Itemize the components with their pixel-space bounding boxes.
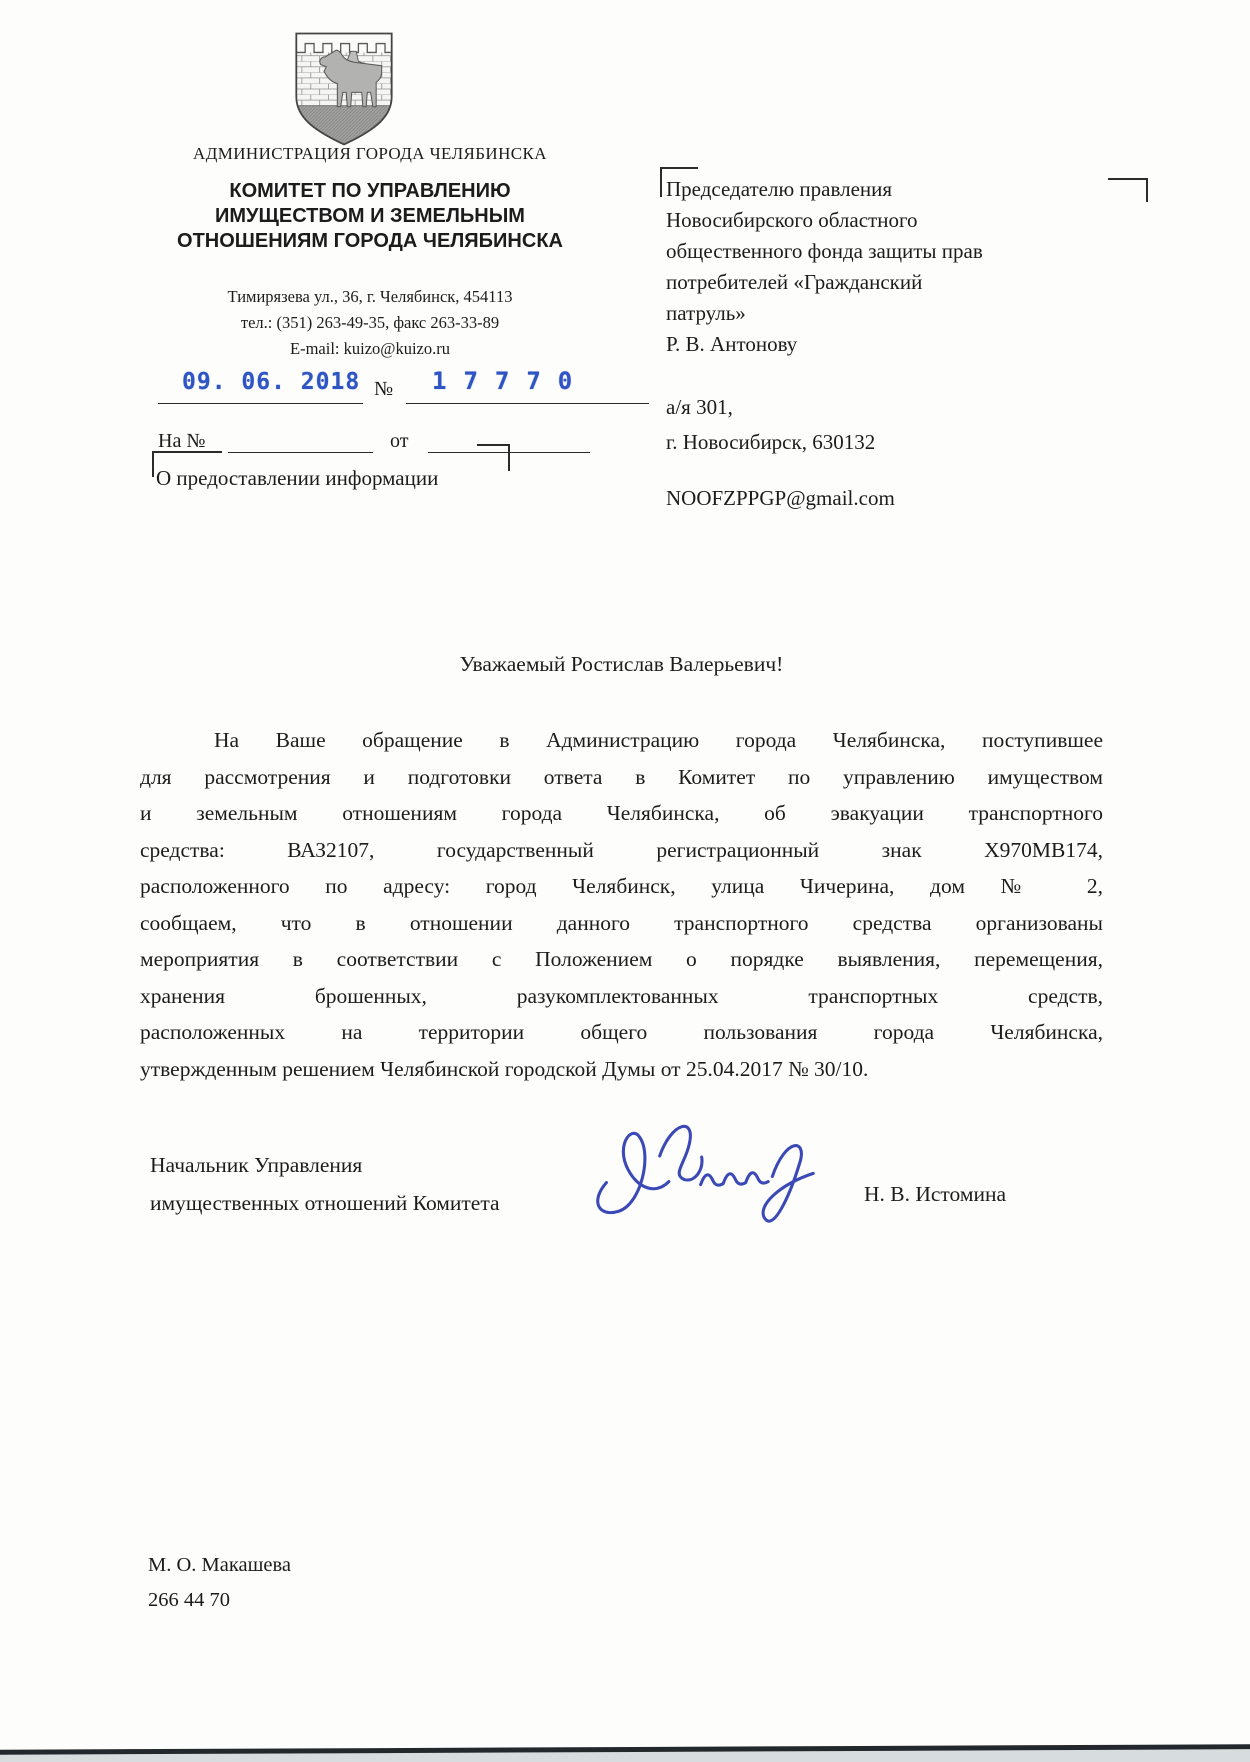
signer-position-line1: Начальник Управления bbox=[150, 1153, 363, 1177]
recipient-line: общественного фонда защиты прав bbox=[666, 239, 983, 263]
salutation: Уважаемый Ростислав Валерьевич! bbox=[459, 652, 784, 676]
recipient-address-line: а/я 301, bbox=[666, 395, 733, 419]
administration-title: АДМИНИСТРАЦИЯ ГОРОДА ЧЕЛЯБИНСКА bbox=[193, 144, 547, 163]
handwritten-signature bbox=[588, 1108, 844, 1248]
recipient-line: патруль» bbox=[666, 301, 746, 325]
committee-title-line: ИМУЩЕСТВОМ И ЗЕМЕЛЬНЫМ bbox=[215, 205, 525, 227]
recipient-address bbox=[666, 390, 1086, 460]
executor-block bbox=[148, 1548, 291, 1618]
chelyabinsk-emblem-icon bbox=[287, 28, 401, 150]
signer-position-line2: имущественных отношений Комитета bbox=[150, 1191, 500, 1215]
recipient-corner-mark-right bbox=[1108, 178, 1148, 202]
number-label: № bbox=[374, 378, 394, 400]
recipient-line: Новосибирского областного bbox=[666, 208, 918, 232]
body-line: для рассмотрения и подготовки ответа в Комитет по управлению имуществом bbox=[140, 764, 1103, 789]
recipient-address-line: г. Новосибирск, 630132 bbox=[666, 430, 876, 454]
executor-name: М. О. Макашева bbox=[148, 1554, 291, 1576]
recipient-block bbox=[666, 174, 1086, 360]
ref-number-underline bbox=[228, 452, 373, 453]
letterhead-contacts bbox=[130, 284, 610, 362]
ref-from-label: от bbox=[390, 430, 409, 452]
committee-title bbox=[130, 179, 610, 254]
date-underline bbox=[158, 403, 363, 404]
body-line: утвержденным решением Челябинской городской Думы от 25.04.2017 № 30/10. bbox=[140, 1056, 869, 1081]
number-stamp: 17770 bbox=[432, 367, 590, 395]
ref-number-label: На № bbox=[158, 430, 206, 452]
subject-corner-mark-right bbox=[477, 444, 510, 471]
recipient-line: Р. В. Антонову bbox=[666, 332, 798, 356]
body-line: расположенных на территории общего пользования города Челябинска, bbox=[140, 1020, 1103, 1044]
recipient-line: потребителей «Гражданский bbox=[666, 270, 923, 294]
recipient-line: Председателю правления bbox=[666, 177, 893, 201]
subject-line: О предоставлении информации bbox=[156, 466, 439, 490]
body-line: и земельным отношениям города Челябинска, об эвакуации транспортного bbox=[140, 801, 1103, 825]
executor-phone: 266 44 70 bbox=[148, 1589, 230, 1611]
committee-title-line: КОМИТЕТ ПО УПРАВЛЕНИЮ bbox=[229, 180, 511, 202]
letterhead-contact-line: Тимирязева ул., 36, г. Челябинск, 454113 bbox=[227, 287, 513, 306]
letterhead-contact-line: E-mail: kuizo@kuizo.ru bbox=[290, 339, 450, 358]
recipient-email: NOOFZPPGP@gmail.com bbox=[666, 486, 895, 510]
number-underline bbox=[406, 403, 649, 404]
body-line: расположенного по адресу: город Челябинск, улица Чичерина, дом № 2, bbox=[140, 874, 1103, 898]
body-line: средства: ВАЗ2107, государственный регистрационный знак Х970МВ174, bbox=[140, 837, 1103, 862]
body-line: На Ваше обращение в Администрацию города Челябинска, поступившее bbox=[214, 728, 1103, 752]
body-line: мероприятия в соответствии с Положением о порядке выявления, перемещения, bbox=[140, 947, 1103, 971]
signer-name: Н. В. Истомина bbox=[864, 1182, 1007, 1206]
letterhead-contact-line: тел.: (351) 263-49-35, факс 263-33-89 bbox=[240, 313, 500, 332]
committee-title-line: ОТНОШЕНИЯМ ГОРОДА ЧЕЛЯБИНСКА bbox=[177, 230, 563, 252]
signer-position bbox=[150, 1146, 500, 1222]
date-stamp: 09. 06. 2018 bbox=[182, 369, 361, 395]
body-paragraph bbox=[140, 722, 1103, 1087]
body-line: хранения брошенных, разукомплектованных транспортных средств, bbox=[140, 983, 1103, 1008]
body-line: сообщаем, что в отношении данного транспортного средства организованы bbox=[140, 910, 1103, 935]
